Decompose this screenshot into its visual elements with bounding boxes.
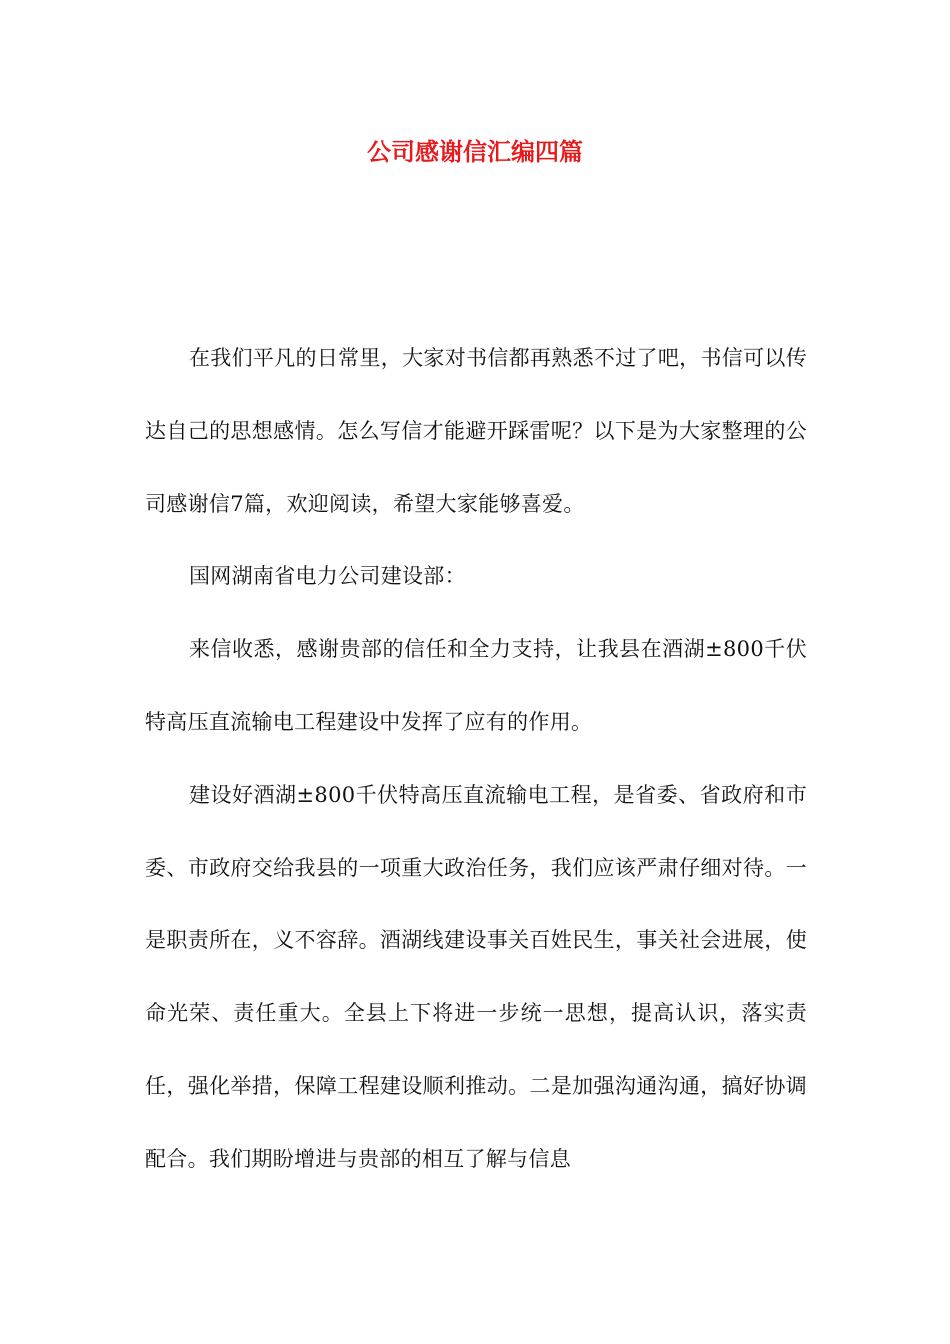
document-title: 公司感谢信汇编四篇 bbox=[367, 137, 583, 166]
document-body bbox=[145, 322, 807, 1196]
paragraph-acknowledgement: 来信收悉，感谢贵部的信任和全力支持，让我县在酒湖±800千伏特高压直流输电工程建设中发挥了应有的作用。 bbox=[145, 637, 807, 734]
paragraph-main: 建设好酒湖±800千伏特高压直流输电工程，是省委、省政府和市委、市政府交给我县的一项重大政治任务，我们应该严肃仔细对待。一是职责所在，义不容辞。酒湖线建设事关百姓民生，事关社会进展，使命光荣、责任重大。全县上下将进一步统一思想，提高认识，落实责任，强化举措，保障工程建设顺利推动。二是加强沟通沟通，搞好协调配合。我们期盼增进与贵部的相互了解与信息 bbox=[145, 782, 807, 1171]
paragraph-intro: 在我们平凡的日常里，大家对书信都再熟悉不过了吧，书信可以传达自己的思想感情。怎么写信才能避开踩雷呢？以下是为大家整理的公司感谢信7篇，欢迎阅读，希望大家能够喜爱。 bbox=[145, 346, 807, 516]
paragraph-salutation: 国网湖南省电力公司建设部： bbox=[189, 564, 466, 589]
